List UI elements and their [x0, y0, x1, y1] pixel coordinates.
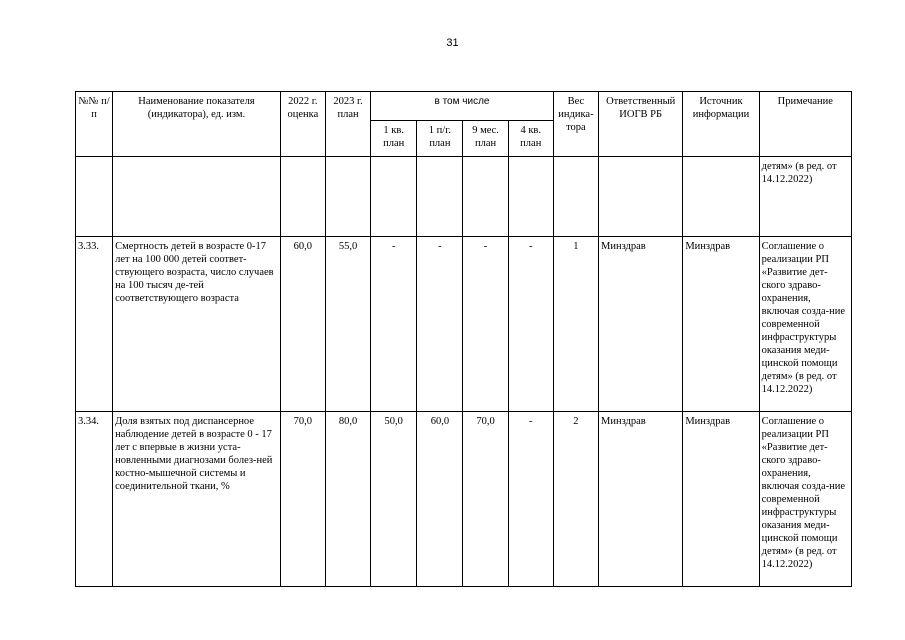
header-including: в том числе	[371, 92, 554, 121]
row-note: детям» (в ред. от 14.12.2022)	[759, 157, 851, 237]
row-source	[683, 157, 759, 237]
header-num: №№ п/п	[76, 92, 113, 157]
header-q4: 4 кв. план	[508, 121, 553, 157]
row-note: Соглашение о реализации РП «Развитие дет-ского здраво-охранения, включая созда-ние современной инфраструктуры оказания меди-цинской помощи детям» (в ред. от 14.12.2022)	[759, 237, 851, 412]
row-name: Смертность детей в возрасте 0-17 лет на 100 000 детей соответ-ствующего возраста, число случаев на 100 тысяч де-тей соответствующего возраста	[113, 237, 281, 412]
row-9m: -	[463, 237, 508, 412]
header-q1: 1 кв. план	[371, 121, 417, 157]
table-row	[76, 237, 852, 412]
row-responsible: Минздрав	[599, 237, 683, 412]
row-name	[113, 157, 281, 237]
row-h1: 60,0	[417, 412, 463, 587]
row-source: Минздрав	[683, 412, 759, 587]
row-2022: 70,0	[280, 412, 325, 587]
row-q4: -	[508, 237, 553, 412]
row-note: Соглашение о реализации РП «Развитие дет-ского здраво-охранения, включая созда-ние современной инфраструктуры оказания меди-цинской помощи детям» (в ред. от 14.12.2022)	[759, 412, 851, 587]
header-row-top	[76, 92, 852, 121]
row-q1: 50,0	[371, 412, 417, 587]
row-weight: 2	[553, 412, 598, 587]
row-weight	[553, 157, 598, 237]
header-h1: 1 п/г. план	[417, 121, 463, 157]
header-2023: 2023 г. план	[325, 92, 370, 157]
row-q4	[508, 157, 553, 237]
row-source: Минздрав	[683, 237, 759, 412]
row-2022: 60,0	[280, 237, 325, 412]
header-note: Примечание	[759, 92, 851, 157]
table-row	[76, 412, 852, 587]
header-responsible: Ответственный ИОГВ РБ	[599, 92, 683, 157]
row-h1: -	[417, 237, 463, 412]
row-num: 3.33.	[76, 237, 113, 412]
header-2022: 2022 г. оценка	[280, 92, 325, 157]
header-weight: Вес индика-тора	[553, 92, 598, 157]
row-responsible: Минздрав	[599, 412, 683, 587]
row-name: Доля взятых под диспансерное наблюдение детей в возрасте 0 - 17 лет с впервые в жизни уста-новленными диагнозами болез-ней костно-мышечной системы и соединительной ткани, %	[113, 412, 281, 587]
row-q1	[371, 157, 417, 237]
row-q1: -	[371, 237, 417, 412]
row-responsible	[599, 157, 683, 237]
header-source: Источник информации	[683, 92, 759, 157]
indicators-table	[75, 91, 852, 587]
row-h1	[417, 157, 463, 237]
header-9m: 9 мес. план	[463, 121, 508, 157]
row-weight: 1	[553, 237, 598, 412]
header-name: Наименование показателя (индикатора), ед. изм.	[113, 92, 281, 157]
row-q4: -	[508, 412, 553, 587]
row-2023: 55,0	[325, 237, 370, 412]
row-2023: 80,0	[325, 412, 370, 587]
row-2022	[280, 157, 325, 237]
row-2023	[325, 157, 370, 237]
page-number: 31	[446, 37, 459, 49]
table-row	[76, 157, 852, 237]
row-9m	[463, 157, 508, 237]
row-9m: 70,0	[463, 412, 508, 587]
row-num	[76, 157, 113, 237]
row-num: 3.34.	[76, 412, 113, 587]
